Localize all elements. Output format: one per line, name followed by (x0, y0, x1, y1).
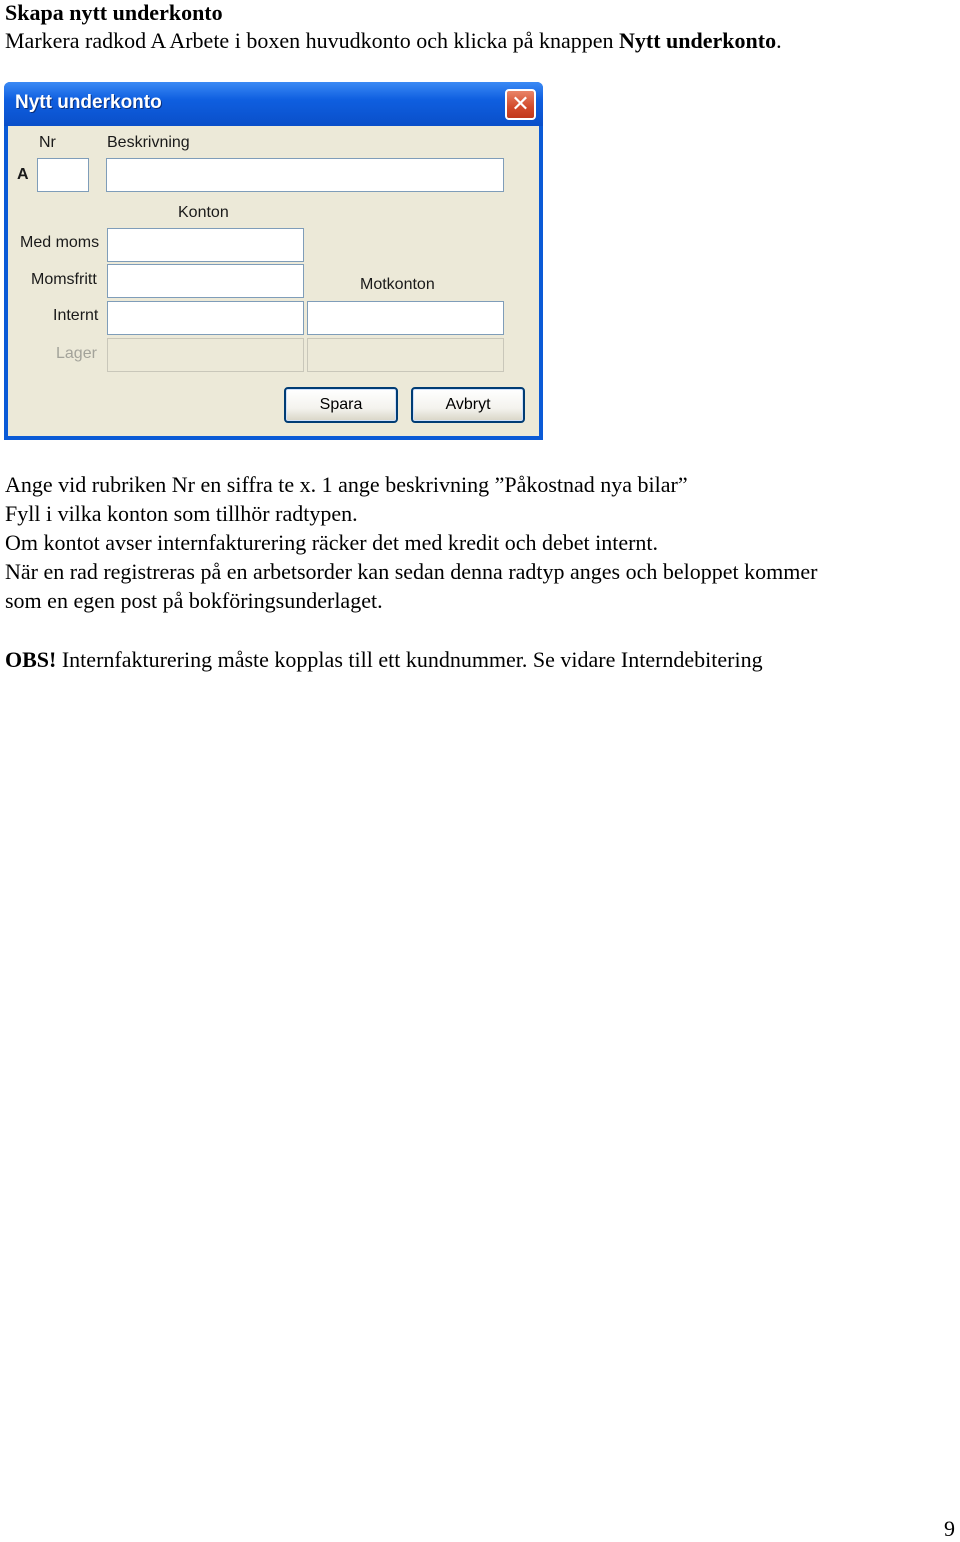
motkonton-label: Motkonton (360, 276, 435, 293)
beskrivning-input[interactable] (106, 158, 504, 192)
paragraph-3: Om kontot avser internfakturering räcker det med kredit och debet internt. (5, 530, 659, 555)
cancel-button[interactable]: Avbryt (411, 387, 525, 423)
konton-label: Konton (178, 204, 229, 221)
paragraph-1: Ange vid rubriken Nr en siffra te x. 1 ange beskrivning ”Påkostnad nya bilar” (5, 472, 688, 497)
momsfritt-label: Momsfritt (31, 271, 97, 288)
momsfritt-account-input[interactable] (107, 264, 304, 298)
intro-paragraph (5, 28, 782, 54)
lager-counter-account-input (307, 338, 504, 372)
section-heading: Skapa nytt underkonto (5, 0, 223, 25)
beskrivning-label: Beskrivning (107, 134, 190, 151)
paragraph-5: som en egen post på bokföringsunderlaget. (5, 588, 383, 613)
page-number: 9 (944, 1516, 955, 1541)
dialog-title: Nytt underkonto (15, 92, 162, 113)
intro-text: Markera radkod A Arbete i boxen huvudkonto och klicka på knappen (5, 28, 620, 53)
close-button[interactable] (505, 89, 536, 120)
med-moms-label: Med moms (20, 234, 100, 251)
obs-paragraph (5, 645, 763, 674)
med-moms-account-input[interactable] (107, 228, 304, 262)
new-subaccount-dialog (4, 82, 543, 440)
internt-account-input[interactable] (107, 301, 304, 335)
save-button[interactable]: Spara (284, 387, 398, 423)
paragraph-4: När en rad registreras på en arbetsorder kan sedan denna radtyp anges och beloppet kommer (5, 559, 818, 584)
internt-label: Internt (53, 307, 99, 324)
internt-counter-account-input[interactable] (307, 301, 504, 335)
row-code-label: A (17, 166, 29, 183)
dialog-titlebar[interactable] (4, 82, 543, 126)
close-icon: ✕ (511, 91, 530, 116)
lager-label: Lager (56, 345, 97, 362)
nr-input[interactable] (37, 158, 89, 192)
lager-account-input (107, 338, 304, 372)
intro-text-end: . (776, 28, 782, 53)
intro-bold-text: Nytt underkonto (619, 28, 777, 53)
obs-label: OBS! (5, 647, 57, 672)
obs-text: Internfakturering måste kopplas till ett kundnummer. Se vidare Interndebitering (56, 647, 763, 672)
dialog-client-area (8, 126, 539, 436)
paragraph-2: Fyll i vilka konton som tillhör radtypen. (5, 501, 358, 526)
nr-label: Nr (39, 134, 56, 151)
